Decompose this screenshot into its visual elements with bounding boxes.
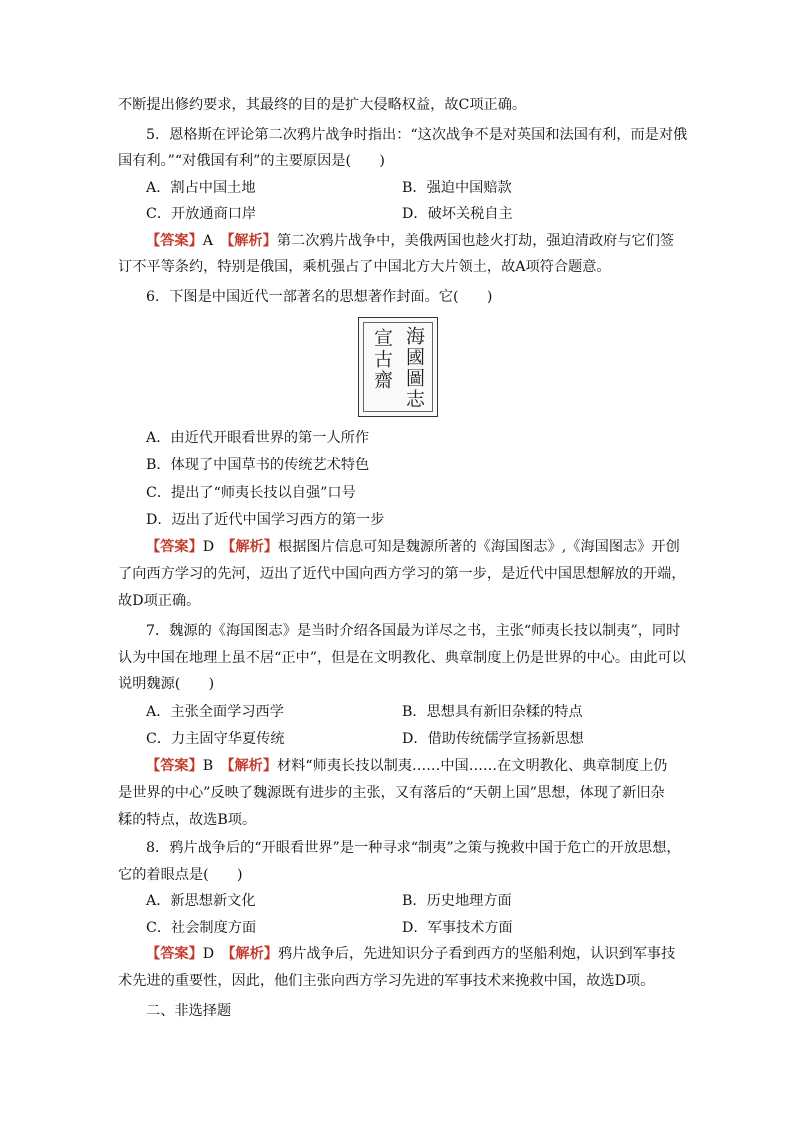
q7-analysis-line-2: 是世界的中心”反映了魏源既有进步的主张，又有落后的“天朝上国”思想，体现了新旧杂 (118, 785, 665, 801)
q7-option-a: A．主张全面学习西学 (146, 704, 284, 720)
q8-option-a: A．新思想新文化 (146, 893, 256, 909)
q8-stem-line-1: 8．鸦片战争后的“开眼看世界”是一种寻求“制夷”之策与挽救中国于危亡的开放思想， (146, 840, 681, 856)
q5-option-b: B．强迫中国赔款 (402, 180, 512, 196)
analysis-tag: 【解析】 (228, 946, 278, 962)
answer-tag: 【答案】 (146, 758, 203, 774)
book-cover-image (358, 317, 438, 417)
q8-answer: D (202, 946, 229, 962)
answer-tag: 【答案】 (146, 539, 203, 555)
q8-option-d: D．军事技术方面 (402, 920, 513, 936)
q5-stem-line-1: 5．恩格斯在评论第二次鸦片战争时指出：“这次战争不是对英国和法国有利，而是对俄 (146, 127, 688, 143)
q6-answer: D (202, 539, 229, 555)
q6-option-d: D．迈出了近代中国学习西方的第一步 (146, 512, 385, 528)
cover-title-right: 海國圖志 (403, 326, 425, 410)
answer-tag: 【答案】 (146, 946, 203, 962)
q6-option-b: B．体现了中国草书的传统艺术特色 (146, 457, 370, 473)
q5-analysis-line-2: 订不平等条约，特别是俄国，乘机强占了中国北方大片领土，故A项符合题意。 (118, 259, 611, 275)
analysis-tag: 【解析】 (227, 233, 277, 249)
q7-analysis-line-3: 糅的特点，故选B项。 (118, 812, 257, 828)
answer-tag: 【答案】 (146, 233, 203, 249)
q7-answer: B (202, 758, 228, 774)
q5-analysis-1: 第二次鸦片战争中，美俄两国也趁火打劫，强迫清政府与它们签 (276, 233, 675, 249)
q5-option-d: D．破坏关税自主 (402, 206, 513, 222)
q7-option-c: C．力主固守华夏传统 (146, 731, 285, 747)
q7-option-b: B．思想具有新旧杂糅的特点 (402, 704, 583, 720)
intro-line: 不断提出修约要求，其最终的目的是扩大侵略权益，故C项正确。 (118, 97, 527, 113)
q7-stem-line-3: 说明魏源( ) (118, 676, 215, 692)
q6-analysis-1: 根据图片信息可知是魏源所著的《海国图志》,《海国图志》开创 (278, 539, 680, 555)
section-heading: 二、非选择题 (146, 1003, 232, 1019)
q7-answer-line (146, 756, 667, 776)
q6-option-c: C．提出了“师夷长技以自强”口号 (146, 485, 356, 501)
q8-stem-line-2: 它的着眼点是( ) (118, 867, 243, 883)
q7-analysis-1: 材料“师夷长技以制夷……中国……在文明教化、典章制度上仍 (277, 758, 668, 774)
q7-stem-line-1: 7．魏源的《海国图志》是当时介绍各国最为详尽之书，主张“师夷长技以制夷”，同时 (146, 623, 681, 639)
q7-option-d: D．借助传统儒学宣扬新思想 (402, 731, 584, 747)
q8-option-b: B．历史地理方面 (402, 893, 512, 909)
q6-answer-line (146, 537, 680, 557)
q8-analysis-1: 鸦片战争后，先进知识分子看到西方的坚船利炮，认识到军事技 (278, 946, 676, 962)
q8-option-c: C．社会制度方面 (146, 920, 257, 936)
q5-answer: A (202, 233, 228, 249)
q5-stem-line-2: 国有利。”“对俄国有利”的主要原因是( ) (118, 153, 385, 169)
q5-option-c: C．开放通商口岸 (146, 206, 257, 222)
q5-option-a: A．割占中国土地 (146, 180, 256, 196)
q6-stem: 6．下图是中国近代一部著名的思想著作封面。它( ) (146, 289, 493, 305)
q7-stem-line-2: 认为中国在地理上虽不居“正中”，但是在文明教化、典章制度上仍是世界的中心。由此可以 (118, 650, 686, 666)
q8-answer-line (146, 944, 675, 964)
q5-answer-line (146, 231, 674, 251)
cover-title-left: 宣古齋 (371, 328, 393, 391)
q6-analysis-line-3: 故D项正确。 (118, 593, 201, 609)
q8-analysis-line-2: 术先进的重要性，因此，他们主张向西方学习先进的军事技术来挽救中国，故选D项。 (118, 973, 655, 989)
analysis-tag: 【解析】 (227, 758, 278, 774)
q6-analysis-line-2: 了向西方学习的先河，迈出了近代中国向西方学习的第一步，是近代中国思想解放的开端， (118, 566, 686, 582)
q6-option-a: A．由近代开眼看世界的第一人所作 (146, 430, 370, 446)
analysis-tag: 【解析】 (228, 539, 278, 555)
